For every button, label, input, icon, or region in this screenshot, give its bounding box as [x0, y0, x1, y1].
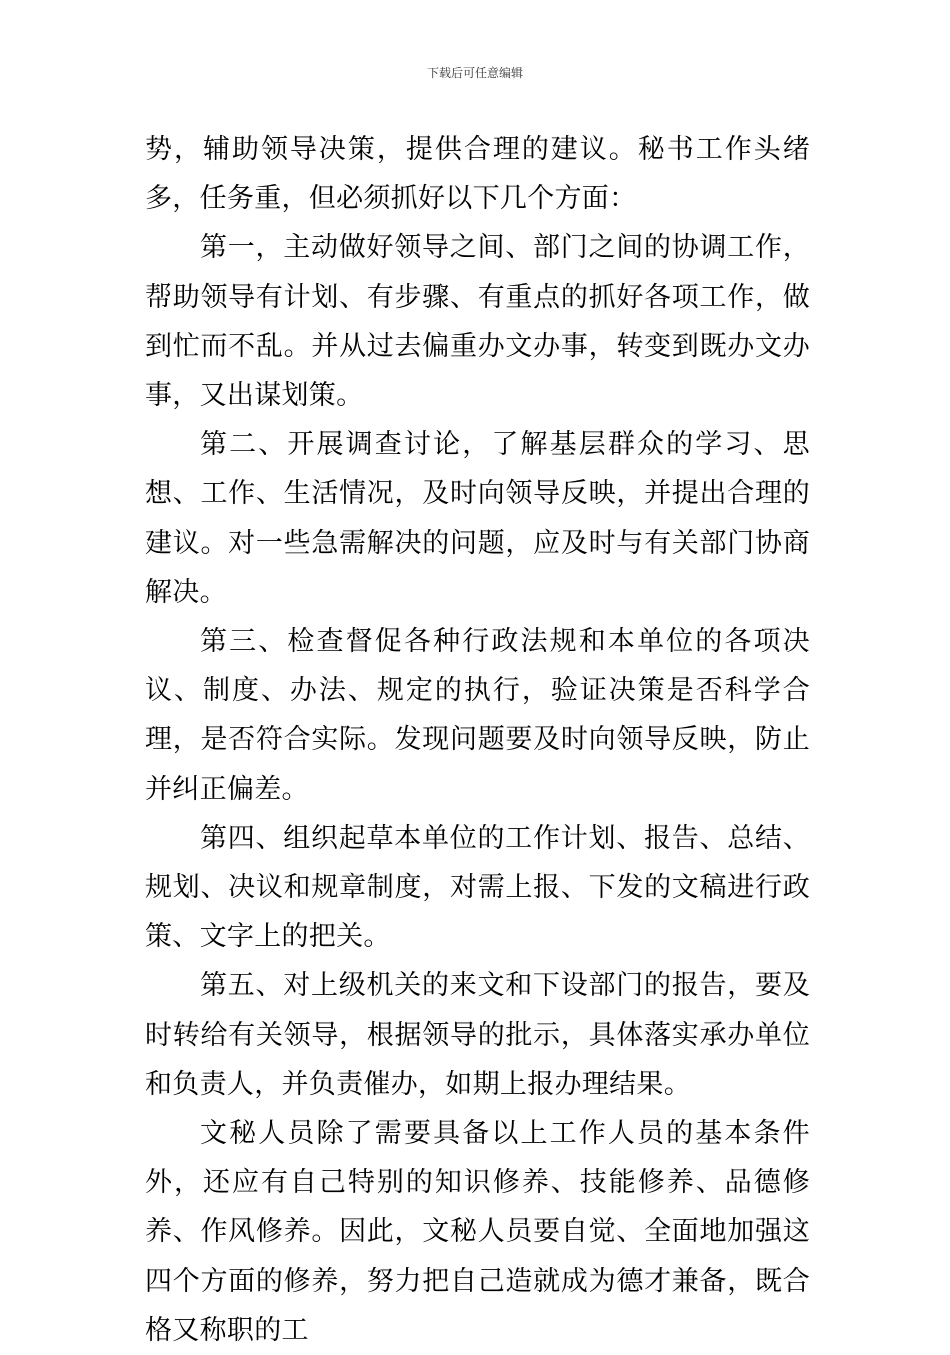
paragraph-item-1: 第一，主动做好领导之间、部门之间的协调工作，帮助领导有计划、有步骤、有重点的抓好各项工作，做到忙而不乱。并从过去偏重办文办事，转变到既办文办事，又出谋划策。 [145, 232, 810, 412]
paragraph-continuation: 势，辅助领导决策，提供合理的建议。秘书工作头绪多，任务重，但必须抓好以下几个方面： [145, 134, 810, 215]
paragraph-item-2: 第二、开展调查讨论，了解基层群众的学习、思想、工作、生活情况，及时向领导反映，并提出合理的建议。对一些急需解决的问题，应及时与有关部门协商解决。 [145, 429, 810, 608]
paragraph-item-3: 第三、检查督促各种行政法规和本单位的各项决议、制度、办法、规定的执行，验证决策是否科学合理，是否符合实际。发现问题要及时向领导反映，防止并纠正偏差。 [145, 626, 810, 805]
paragraph-item-4: 第四、组织起草本单位的工作计划、报告、总结、规划、决议和规章制度，对需上报、下发的文稿进行政策、文字上的把关。 [145, 822, 810, 953]
document-body [145, 125, 810, 1355]
page-header: 下载后可任意编辑 [426, 66, 523, 80]
paragraph-summary: 文秘人员除了需要具备以上工作人员的基本条件外，还应有自己特别的知识修养、技能修养、品德修养、作风修养。因此，文秘人员要自觉、全面地加强这四个方面的修养，努力把自己造就成为德才兼备，既合格又称职的工 [145, 1118, 810, 1346]
paragraph-item-5: 第五、对上级机关的来文和下设部门的报告，要及时转给有关领导，根据领导的批示，具体落实承办单位和负责人，并负责催办，如期上报办理结果。 [145, 970, 810, 1100]
